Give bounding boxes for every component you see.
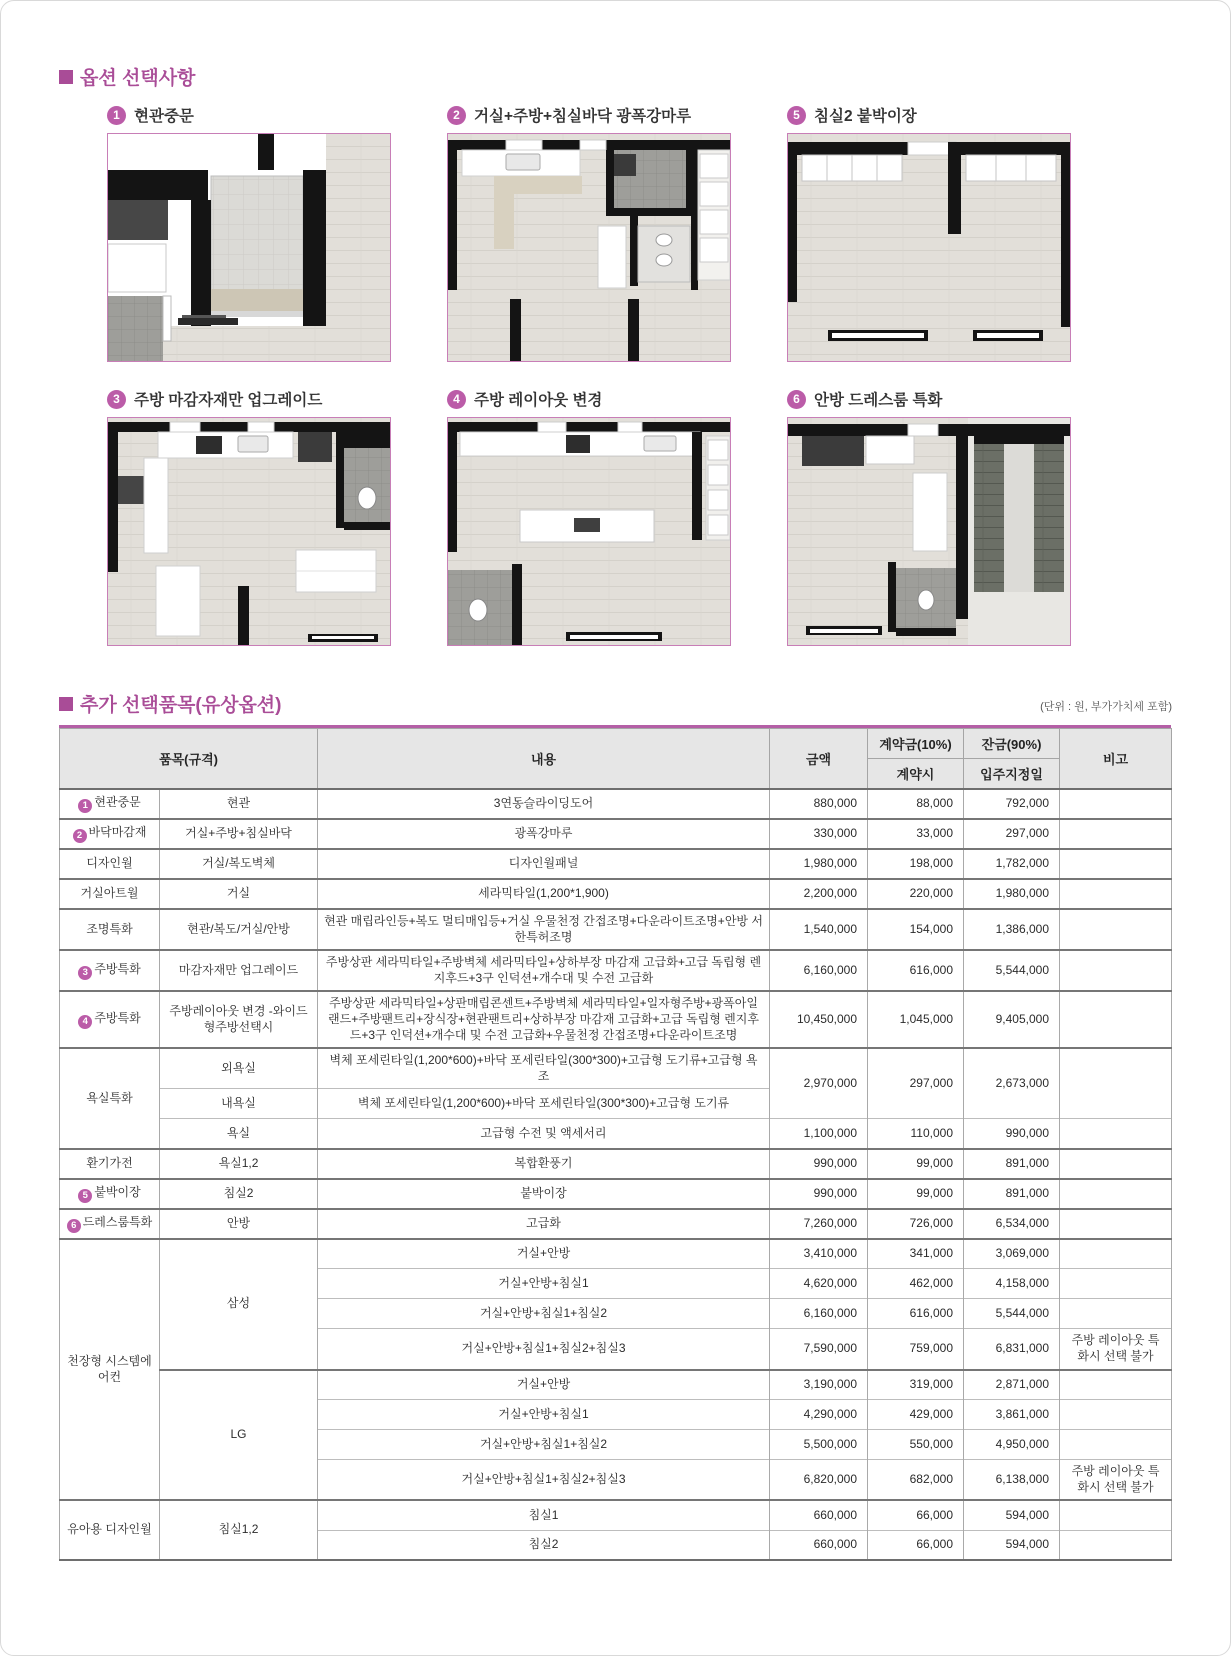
amount-cell: 2,970,000 — [770, 1048, 868, 1119]
options-section-title — [59, 63, 1172, 90]
table-row — [60, 1179, 1172, 1209]
amount-cell: 7,590,000 — [770, 1329, 868, 1370]
number-badge-icon: 5 — [787, 106, 806, 125]
deposit-cell: 550,000 — [868, 1430, 964, 1460]
amount-cell: 5,500,000 — [770, 1430, 868, 1460]
note-cell: 주방 레이아웃 특화시 선택 불가 — [1060, 1460, 1172, 1501]
option-card-5 — [787, 104, 1071, 362]
addons-title-row — [59, 690, 1172, 717]
balance-cell: 891,000 — [964, 1179, 1060, 1209]
amount-cell: 660,000 — [770, 1530, 868, 1560]
balance-cell: 6,831,000 — [964, 1329, 1060, 1370]
deposit-cell: 66,000 — [868, 1500, 964, 1530]
balance-cell: 5,544,000 — [964, 950, 1060, 991]
balance-cell: 4,950,000 — [964, 1430, 1060, 1460]
spec-cell: 거실 — [160, 879, 318, 909]
amount-cell: 4,620,000 — [770, 1269, 868, 1299]
addons-section-title-text: 추가 선택품목(유상옵션) — [80, 695, 282, 716]
balance-cell: 4,158,000 — [964, 1269, 1060, 1299]
table-row — [60, 991, 1172, 1048]
deposit-cell: 33,000 — [868, 819, 964, 849]
amount-cell: 7,260,000 — [770, 1209, 868, 1239]
addons-table-wrap — [59, 725, 1171, 1561]
unit-note: (단위 : 원, 부가가치세 포함) — [1040, 701, 1172, 713]
note-cell — [1060, 1269, 1172, 1299]
balance-cell: 5,544,000 — [964, 1299, 1060, 1329]
content-cell: 세라믹타일(1,200*1,900) — [318, 879, 770, 909]
option-card-6 — [787, 388, 1071, 646]
floorplan-4-image — [447, 417, 731, 646]
table-row — [60, 819, 1172, 849]
option-label — [447, 388, 731, 410]
options-section-title-text: 옵션 선택사항 — [80, 68, 196, 89]
header-item: 품목(규격) — [60, 729, 318, 790]
note-cell — [1060, 950, 1172, 991]
group-cell: 유아용 디자인월 — [60, 1500, 160, 1560]
spec-cell: 욕실 — [160, 1119, 318, 1149]
item-cell: 1 현관중문 — [60, 789, 160, 819]
option-card-3 — [107, 388, 391, 646]
amount-cell: 660,000 — [770, 1500, 868, 1530]
table-row — [60, 1370, 1172, 1400]
brand-cell: LG — [160, 1370, 318, 1501]
content-cell: 거실+안방+침실1+침실2+침실3 — [318, 1460, 770, 1501]
deposit-cell: 88,000 — [868, 789, 964, 819]
deposit-cell: 1,045,000 — [868, 991, 964, 1048]
deposit-cell: 682,000 — [868, 1460, 964, 1501]
header-balance-sub: 입주지정일 — [964, 759, 1060, 790]
content-cell: 거실+안방+침실1 — [318, 1269, 770, 1299]
content-cell: 벽체 포세린타일(1,200*600)+바닥 포세린타일(300*300)+고급형 도기류 — [318, 1089, 770, 1119]
table-row — [60, 1500, 1172, 1530]
floorplan-entrance-door-graphic — [108, 134, 390, 361]
content-cell: 복합환풍기 — [318, 1149, 770, 1179]
content-cell: 거실+안방+침실1 — [318, 1400, 770, 1430]
spec-cell: 욕실1,2 — [160, 1149, 318, 1179]
deposit-cell: 429,000 — [868, 1400, 964, 1430]
item-cell: 5 붙박이장 — [60, 1179, 160, 1209]
note-cell — [1060, 991, 1172, 1048]
option-label-text: 주방 레이아웃 변경 — [474, 392, 603, 409]
floorplan-2-image — [447, 133, 731, 362]
spec-cell: 거실/복도벽체 — [160, 849, 318, 879]
amount-cell: 1,980,000 — [770, 849, 868, 879]
floorplan-3-image — [107, 417, 391, 646]
spec-cell: 침실1,2 — [160, 1500, 318, 1560]
table-row — [60, 1149, 1172, 1179]
deposit-cell: 462,000 — [868, 1269, 964, 1299]
header-deposit: 계약금(10%) — [868, 729, 964, 759]
amount-cell: 2,200,000 — [770, 879, 868, 909]
table-row — [60, 1239, 1172, 1269]
balance-cell: 2,871,000 — [964, 1370, 1060, 1400]
content-cell: 주방상판 세라믹타일+상판매립콘센트+주방벽체 세라믹타일+일자형주방+광폭아일랜드+주방팬트리+장식장+현관팬트리+상하부장 마감재 고급화+고급 독립형 렌지후드+3구 인덕션+개수대 및 수전 고급화+우물천정 간접조명+다운라이트조명 — [318, 991, 770, 1048]
note-cell — [1060, 1239, 1172, 1269]
amount-cell: 1,100,000 — [770, 1119, 868, 1149]
floorplan-1-image — [107, 133, 391, 362]
note-cell — [1060, 1299, 1172, 1329]
option-label-text: 거실+주방+침실바닥 광폭강마루 — [474, 108, 692, 125]
balance-cell: 1,386,000 — [964, 909, 1060, 950]
note-cell — [1060, 1149, 1172, 1179]
balance-cell: 297,000 — [964, 819, 1060, 849]
spec-cell: 현관/복도/거실/안방 — [160, 909, 318, 950]
amount-cell: 4,290,000 — [770, 1400, 868, 1430]
amount-cell: 990,000 — [770, 1149, 868, 1179]
number-badge-icon: 1 — [107, 106, 126, 125]
number-badge-icon: 3 — [107, 390, 126, 409]
spec-cell: 침실2 — [160, 1179, 318, 1209]
floorplan-grid — [107, 104, 1172, 646]
spec-cell: 외욕실 — [160, 1048, 318, 1089]
balance-cell: 1,980,000 — [964, 879, 1060, 909]
number-badge-icon: 1 — [78, 799, 92, 813]
deposit-cell: 99,000 — [868, 1149, 964, 1179]
number-badge-icon: 6 — [67, 1219, 81, 1233]
balance-cell: 6,534,000 — [964, 1209, 1060, 1239]
spec-cell: 현관 — [160, 789, 318, 819]
table-row — [60, 1209, 1172, 1239]
deposit-cell: 726,000 — [868, 1209, 964, 1239]
deposit-cell: 110,000 — [868, 1119, 964, 1149]
table-row — [60, 1119, 1172, 1149]
amount-cell: 6,820,000 — [770, 1460, 868, 1501]
item-cell: 디자인월 — [60, 849, 160, 879]
balance-cell: 990,000 — [964, 1119, 1060, 1149]
floorplan-5-image — [787, 133, 1071, 362]
content-cell: 3연동슬라이딩도어 — [318, 789, 770, 819]
content-cell: 주방상판 세라믹타일+주방벽체 세라믹타일+상하부장 마감재 고급화+고급 독립형 렌지후드+3구 인덕션+개수대 및 수전 고급화 — [318, 950, 770, 991]
item-cell: 거실아트월 — [60, 879, 160, 909]
deposit-cell: 154,000 — [868, 909, 964, 950]
balance-cell: 9,405,000 — [964, 991, 1060, 1048]
note-cell — [1060, 819, 1172, 849]
content-cell: 거실+안방+침실1+침실2 — [318, 1430, 770, 1460]
item-cell: 환기가전 — [60, 1149, 160, 1179]
note-cell — [1060, 1179, 1172, 1209]
deposit-cell: 616,000 — [868, 950, 964, 991]
content-cell: 침실1 — [318, 1500, 770, 1530]
floorplan-bedroom2-closet-graphic — [788, 134, 1070, 361]
table-row — [60, 1048, 1172, 1089]
spec-cell: 거실+주방+침실바닥 — [160, 819, 318, 849]
balance-cell: 594,000 — [964, 1530, 1060, 1560]
content-cell: 고급형 수전 및 액세서리 — [318, 1119, 770, 1149]
deposit-cell: 220,000 — [868, 879, 964, 909]
content-cell: 벽체 포세린타일(1,200*600)+바닥 포세린타일(300*300)+고급형 도기류+고급형 욕조 — [318, 1048, 770, 1089]
amount-cell: 3,410,000 — [770, 1239, 868, 1269]
section-bullet-icon — [59, 70, 73, 84]
note-cell — [1060, 1209, 1172, 1239]
amount-cell: 330,000 — [770, 819, 868, 849]
deposit-cell: 198,000 — [868, 849, 964, 879]
amount-cell: 6,160,000 — [770, 950, 868, 991]
option-label — [107, 388, 391, 410]
spec-cell: 안방 — [160, 1209, 318, 1239]
table-row — [60, 789, 1172, 819]
number-badge-icon: 2 — [447, 106, 466, 125]
amount-cell: 10,450,000 — [770, 991, 868, 1048]
note-cell — [1060, 789, 1172, 819]
spec-cell: 마감자재만 업그레이드 — [160, 950, 318, 991]
note-cell — [1060, 1119, 1172, 1149]
number-badge-icon: 6 — [787, 390, 806, 409]
deposit-cell: 616,000 — [868, 1299, 964, 1329]
balance-cell: 6,138,000 — [964, 1460, 1060, 1501]
number-badge-icon: 4 — [78, 1015, 92, 1029]
spec-cell: 내욕실 — [160, 1089, 318, 1119]
item-cell: 조명특화 — [60, 909, 160, 950]
item-cell: 4 주방특화 — [60, 991, 160, 1048]
balance-cell: 594,000 — [964, 1500, 1060, 1530]
number-badge-icon: 3 — [78, 966, 92, 980]
note-cell — [1060, 879, 1172, 909]
option-label-text: 침실2 붙박이장 — [814, 108, 917, 125]
header-deposit-sub: 계약시 — [868, 759, 964, 790]
table-row — [60, 879, 1172, 909]
balance-cell: 1,782,000 — [964, 849, 1060, 879]
content-cell: 거실+안방+침실1+침실2+침실3 — [318, 1329, 770, 1370]
content-cell: 거실+안방 — [318, 1370, 770, 1400]
note-cell: 주방 레이아웃 특화시 선택 불가 — [1060, 1329, 1172, 1370]
table-row — [60, 950, 1172, 991]
header-amount: 금액 — [770, 729, 868, 790]
option-label-text: 주방 마감자재만 업그레이드 — [134, 392, 323, 409]
content-cell: 침실2 — [318, 1530, 770, 1560]
content-cell: 고급화 — [318, 1209, 770, 1239]
note-cell — [1060, 1500, 1172, 1530]
option-card-1 — [107, 104, 391, 362]
option-label — [787, 388, 1071, 410]
content-cell: 거실+안방 — [318, 1239, 770, 1269]
table-row — [60, 849, 1172, 879]
item-cell: 2 바닥마감재 — [60, 819, 160, 849]
header-row — [60, 729, 1172, 759]
spec-cell: 주방레이아웃 변경 -와이드형주방선택시 — [160, 991, 318, 1048]
section-bullet-icon — [59, 697, 73, 711]
deposit-cell: 297,000 — [868, 1048, 964, 1119]
note-cell — [1060, 909, 1172, 950]
option-card-4 — [447, 388, 731, 646]
number-badge-icon: 5 — [78, 1189, 92, 1203]
note-cell — [1060, 1430, 1172, 1460]
content-cell: 거실+안방+침실1+침실2 — [318, 1299, 770, 1329]
note-cell — [1060, 1400, 1172, 1430]
brand-cell: 삼성 — [160, 1239, 318, 1370]
deposit-cell: 99,000 — [868, 1179, 964, 1209]
addons-section-title — [59, 690, 281, 717]
item-cell: 3 주방특화 — [60, 950, 160, 991]
floorplan-dressroom-graphic — [788, 418, 1070, 645]
floorplan-6-image — [787, 417, 1071, 646]
amount-cell: 6,160,000 — [770, 1299, 868, 1329]
floorplan-kitchen-upgrade-graphic — [108, 418, 390, 645]
number-badge-icon: 2 — [73, 829, 87, 843]
balance-cell: 3,861,000 — [964, 1400, 1060, 1430]
content-cell: 광폭강마루 — [318, 819, 770, 849]
content-cell: 붙박이장 — [318, 1179, 770, 1209]
amount-cell: 1,540,000 — [770, 909, 868, 950]
header-content: 내용 — [318, 729, 770, 790]
floorplan-wide-flooring-graphic — [448, 134, 730, 361]
option-label — [107, 104, 391, 126]
deposit-cell: 341,000 — [868, 1239, 964, 1269]
option-label-text: 안방 드레스룸 특화 — [814, 392, 943, 409]
note-cell — [1060, 1370, 1172, 1400]
amount-cell: 880,000 — [770, 789, 868, 819]
balance-cell: 3,069,000 — [964, 1239, 1060, 1269]
table-row — [60, 909, 1172, 950]
item-cell: 6 드레스룸특화 — [60, 1209, 160, 1239]
amount-cell: 3,190,000 — [770, 1370, 868, 1400]
option-label — [447, 104, 731, 126]
content-cell: 현관 매립라인등+복도 멀티매입등+거실 우물천정 간접조명+다운라이트조명+안방 서한특허조명 — [318, 909, 770, 950]
number-badge-icon: 4 — [447, 390, 466, 409]
option-label-text: 현관중문 — [134, 108, 194, 125]
content-cell: 디자인월패널 — [318, 849, 770, 879]
header-balance: 잔금(90%) — [964, 729, 1060, 759]
note-cell — [1060, 849, 1172, 879]
deposit-cell: 66,000 — [868, 1530, 964, 1560]
balance-cell: 2,673,000 — [964, 1048, 1060, 1119]
balance-cell: 891,000 — [964, 1149, 1060, 1179]
balance-cell: 792,000 — [964, 789, 1060, 819]
note-cell — [1060, 1048, 1172, 1119]
group-cell: 욕실특화 — [60, 1048, 160, 1149]
floorplan-kitchen-layout-graphic — [448, 418, 730, 645]
header-note: 비고 — [1060, 729, 1172, 790]
deposit-cell: 319,000 — [868, 1370, 964, 1400]
option-card-2 — [447, 104, 731, 362]
amount-cell: 990,000 — [770, 1179, 868, 1209]
note-cell — [1060, 1530, 1172, 1560]
deposit-cell: 759,000 — [868, 1329, 964, 1370]
addons-table — [59, 728, 1172, 1561]
option-label — [787, 104, 1071, 126]
group-cell: 천장형 시스템에어컨 — [60, 1239, 160, 1500]
